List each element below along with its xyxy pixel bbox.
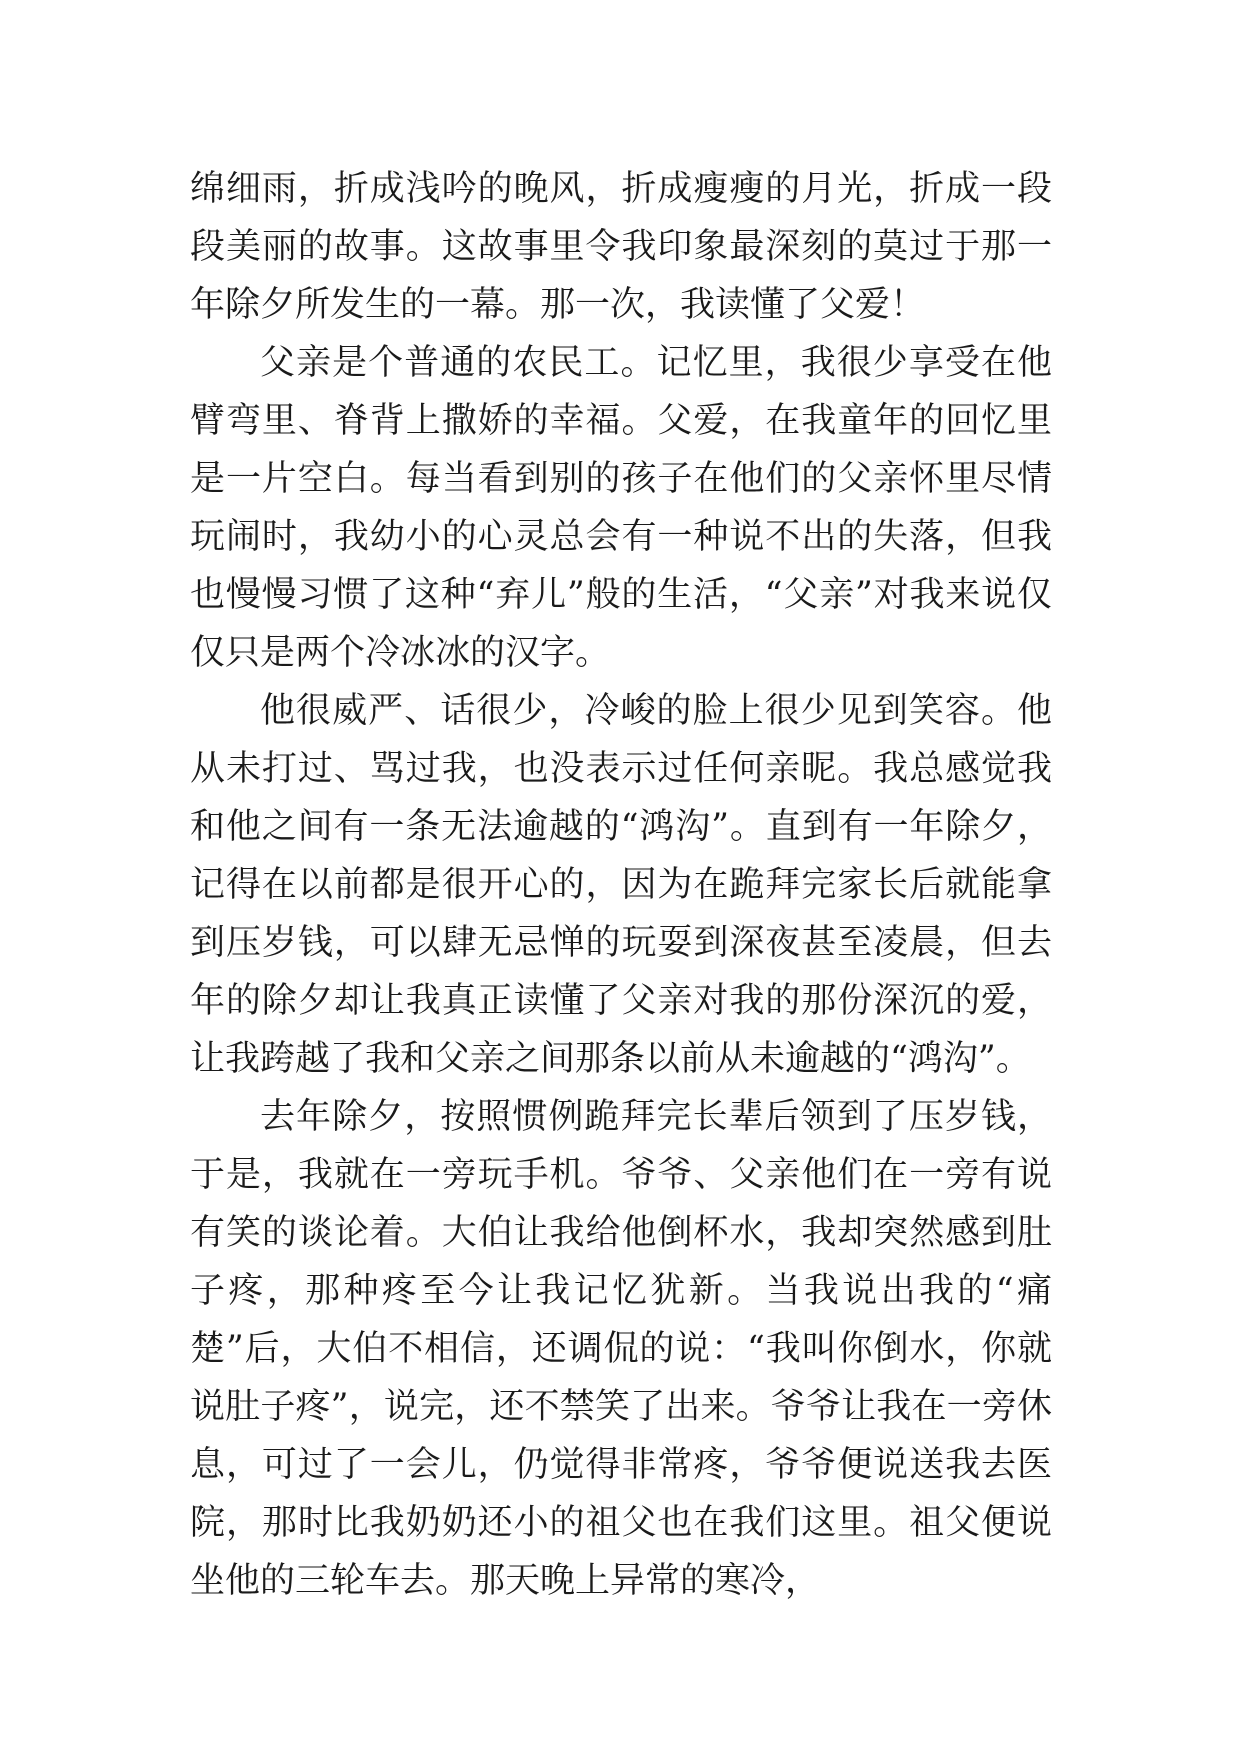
document-body — [190, 160, 1052, 1610]
paragraph-2: 父亲是个普通的农民工。记忆里，我很少享受在他臂弯里、脊背上撒娇的幸福。父爱，在我童年的回忆里是一片空白。每当看到别的孩子在他们的父亲怀里尽情玩闹时，我幼小的心灵总会有一种说不出的失落，但我也慢慢习惯了这种“弃儿”般的生活，“父亲”对我来说仅仅只是两个冷冰冰的汉字。 — [190, 343, 1052, 673]
paragraph-3: 他很威严、话很少，冷峻的脸上很少见到笑容。他从未打过、骂过我，也没表示过任何亲昵。我总感觉我和他之间有一条无法逾越的“鸿沟”。直到有一年除夕，记得在以前都是很开心的，因为在跪拜完家长后就能拿到压岁钱，可以肆无忌惮的玩耍到深夜甚至凌晨，但去年的除夕却让我真正读懂了父亲对我的那份深沉的爱，让我跨越了我和父亲之间那条以前从未逾越的“鸿沟”。 — [190, 691, 1052, 1079]
paragraph-1: 绵细雨，折成浅吟的晚风，折成瘦瘦的月光，折成一段段美丽的故事。这故事里令我印象最深刻的莫过于那一年除夕所发生的一幕。那一次，我读懂了父爱！ — [190, 169, 1052, 325]
paragraph-4: 去年除夕，按照惯例跪拜完长辈后领到了压岁钱，于是，我就在一旁玩手机。爷爷、父亲他们在一旁有说有笑的谈论着。大伯让我给他倒杯水，我却突然感到肚子疼，那种疼至今让我记忆犹新。当我说出我的“痛楚”后，大伯不相信，还调侃的说：“我叫你倒水，你就说肚子疼”，说完，还不禁笑了出来。爷爷让我在一旁休息，可过了一会儿，仍觉得非常疼，爷爷便说送我去医院，那时比我奶奶还小的祖父也在我们这里。祖父便说坐他的三轮车去。那天晚上异常的寒冷， — [190, 1097, 1052, 1601]
